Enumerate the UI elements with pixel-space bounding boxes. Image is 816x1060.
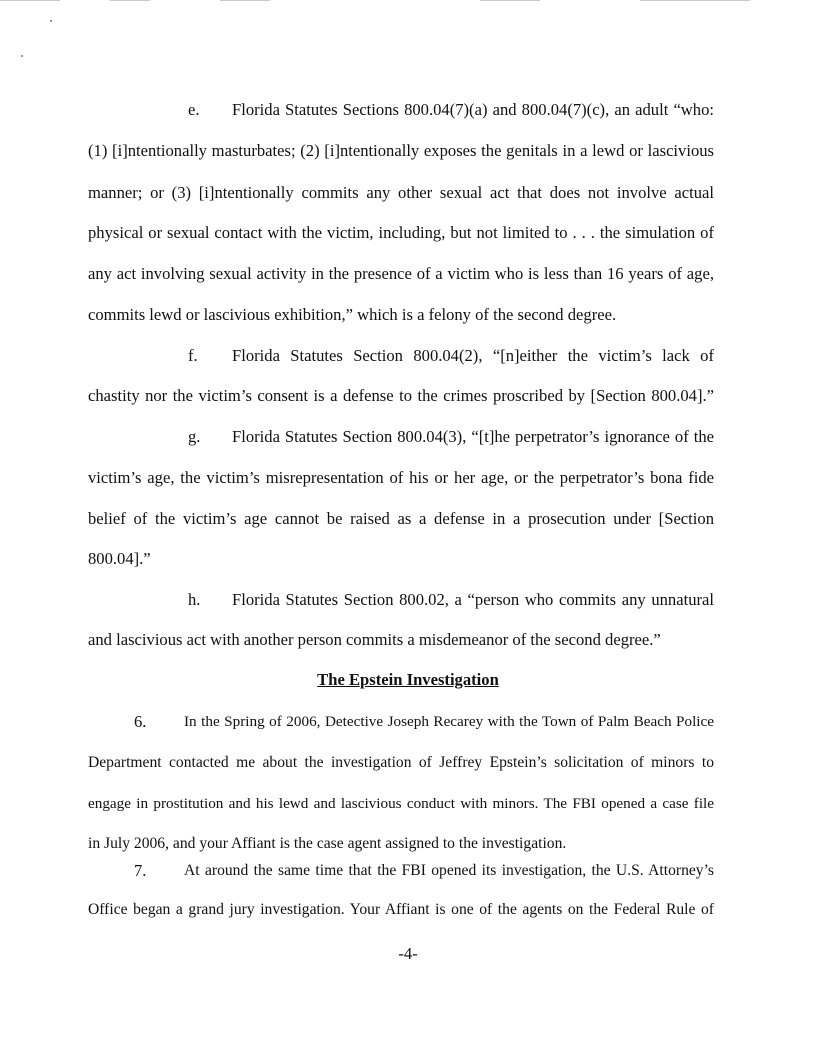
paragraph-text-line: At around the same time that the FBI opened its investigation, the U.S. Attorney’s	[184, 862, 714, 879]
item-text-line: manner; or (3) [i]ntentionally commits any other sexual act that does not involve actual	[88, 183, 714, 202]
page-number: -4-	[398, 944, 418, 963]
paragraph-number: 7.	[134, 861, 147, 880]
item-text-line: Florida Statutes Section 800.02, a “person who commits any unnatural	[232, 590, 714, 609]
scan-speck	[50, 20, 52, 22]
item-text-line: Florida Statutes Section 800.04(3), “[t]he perpetrator’s ignorance of the	[232, 427, 714, 446]
paragraph-text-line: In the Spring of 2006, Detective Joseph Recarey with the Town of Palm Beach Police	[184, 713, 714, 730]
item-label: f.	[188, 346, 198, 365]
item-text-line: and lascivious act with another person commits a misdemeanor of the second degree.”	[88, 630, 661, 649]
item-text-line: Florida Statutes Section 800.04(2), “[n]either the victim’s lack of	[232, 346, 714, 365]
item-text-line: chastity nor the victim’s consent is a defense to the crimes proscribed by [Section 800.04].”	[88, 386, 714, 405]
item-text-line: physical or sexual contact with the victim, including, but not limited to . . . the simulation of	[88, 223, 714, 242]
paragraph-text-line: Office began a grand jury investigation. Your Affiant is one of the agents on the Federal Rule of	[88, 901, 714, 918]
paragraph-text-line: engage in prostitution and his lewd and lascivious conduct with minors. The FBI opened a case file	[88, 795, 714, 812]
item-label: e.	[188, 100, 200, 119]
paragraph-text-line: Department contacted me about the investigation of Jeffrey Epstein’s solicitation of minors to	[88, 754, 714, 771]
scan-speck	[21, 55, 23, 57]
item-label: g.	[188, 427, 201, 446]
scan-edge-artifact	[0, 0, 816, 2]
item-text-line: any act involving sexual activity in the presence of a victim who is less than 16 years of age,	[88, 264, 714, 283]
item-text-line: commits lewd or lascivious exhibition,” which is a felony of the second degree.	[88, 305, 617, 324]
item-text-line: 800.04].”	[88, 549, 151, 568]
item-label: h.	[188, 590, 201, 609]
item-text-line: Florida Statutes Sections 800.04(7)(a) and 800.04(7)(c), an adult “who:	[232, 100, 714, 119]
section-heading: The Epstein Investigation	[317, 670, 499, 689]
paragraph-text-line: in July 2006, and your Affiant is the case agent assigned to the investigation.	[88, 835, 567, 852]
item-text-line: (1) [i]ntentionally masturbates; (2) [i]ntentionally exposes the genitals in a lewd or lascivious	[88, 141, 714, 160]
paragraph-number: 6.	[134, 712, 147, 731]
item-text-line: victim’s age, the victim’s misrepresentation of his or her age, or the perpetrator’s bona fide	[88, 468, 714, 487]
item-text-line: belief of the victim’s age cannot be raised as a defense in a prosecution under [Section	[88, 509, 714, 528]
